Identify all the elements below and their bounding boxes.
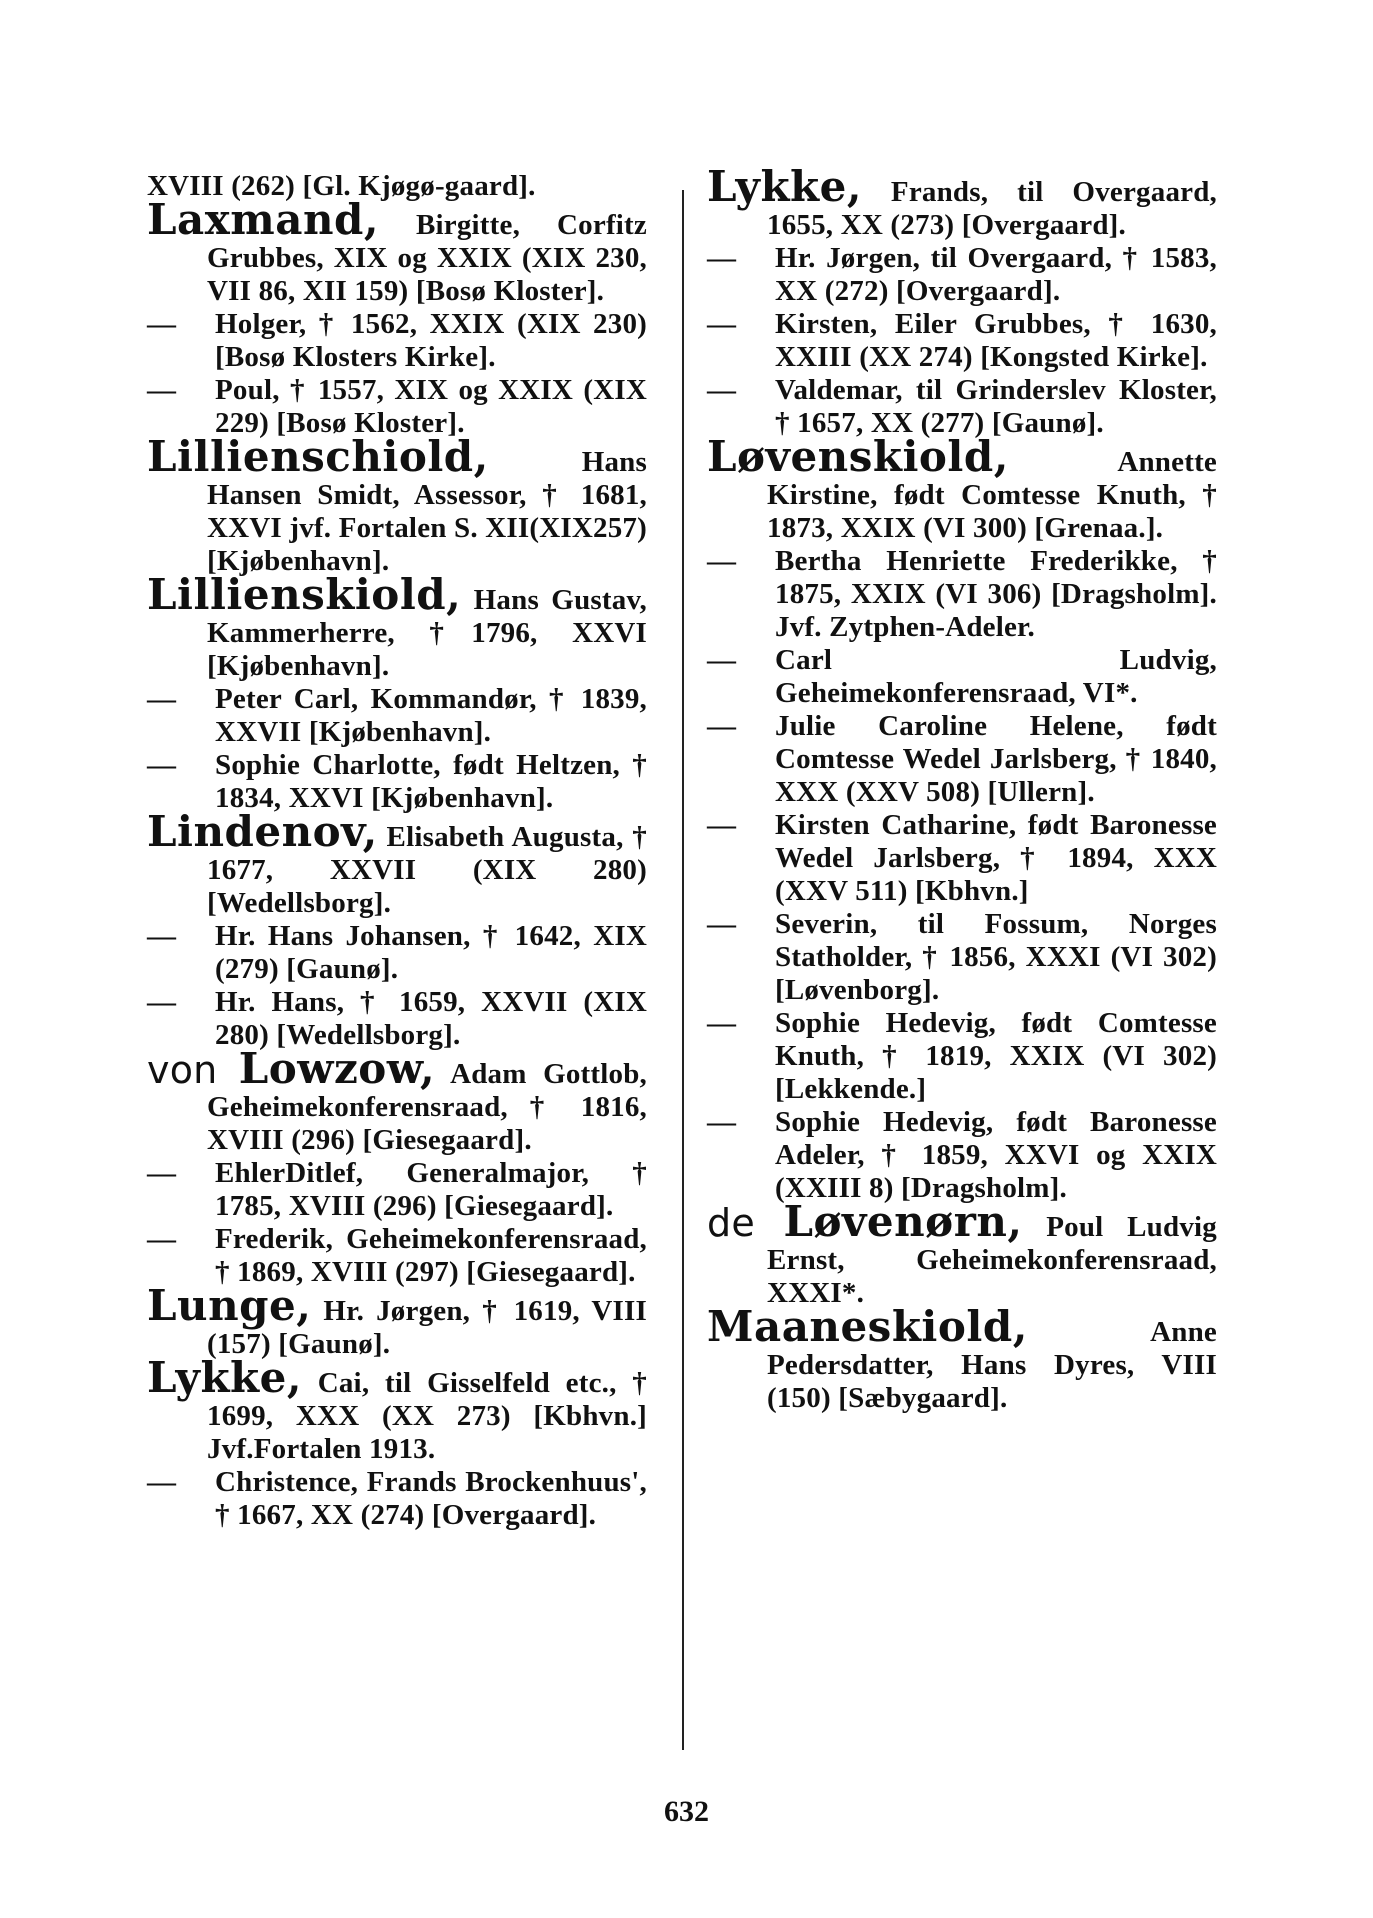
family-headword: Løvenskiold, — [707, 432, 1009, 481]
repeat-dash: — — [707, 545, 737, 577]
entry-text: Hans Gustav, Kammerherre, †1796, XXVI [Kjøbenhavn]. — [207, 584, 647, 682]
entry-text: Sophie Hedevig, født Comtesse Knuth, † 1819, XXIX (VI 302) [Lekkende.] — [775, 1007, 1217, 1105]
index-entry — [147, 1281, 647, 1361]
index-entry — [147, 195, 647, 308]
entry-text: XVIII (262) [Gl. Kjøgø-gaard]. — [147, 170, 536, 202]
column-divider — [682, 190, 684, 1750]
entry-text: Frands, til Overgaard, 1655, XX (273) [Overgaard]. — [767, 176, 1217, 241]
sub-entry — [147, 308, 647, 374]
sub-entry — [707, 908, 1217, 1007]
name-particle: von — [147, 1048, 239, 1092]
entry-text: Carl Ludvig, Geheimekonferensraad, VI*. — [775, 644, 1217, 709]
entry-text: Christence, Frands Brockenhuus', † 1667, XX (274) [Overgaard]. — [215, 1466, 647, 1531]
repeat-dash: — — [707, 374, 737, 406]
entry-text: Julie Caroline Helene, født Comtesse Wedel Jarlsberg, † 1840, XXX (XXV 508) [Ullern]. — [775, 710, 1217, 808]
name-particle: de — [707, 1201, 784, 1245]
index-entry — [707, 162, 1217, 242]
repeat-dash: — — [707, 809, 737, 841]
entry-text: Hr. Jørgen, † 1619, VIII (157) [Gaunø]. — [207, 1295, 647, 1360]
entry-text: Sophie Charlotte, født Heltzen, † 1834, XXVI [Kjøbenhavn]. — [215, 749, 647, 814]
repeat-dash: — — [147, 308, 177, 340]
sub-entry — [147, 1223, 647, 1289]
sub-entry — [147, 1157, 647, 1223]
sub-entry — [707, 644, 1217, 710]
repeat-dash: — — [707, 1106, 737, 1138]
family-headword: Maaneskiold, — [707, 1302, 1028, 1351]
sub-entry — [707, 710, 1217, 809]
sub-entry — [147, 920, 647, 986]
family-headword: Lindenov, — [147, 807, 378, 856]
family-headword: Løvenørn, — [783, 1197, 1023, 1246]
family-headword: Lunge, — [147, 1281, 312, 1330]
entry-text: Hans Hansen Smidt, Assessor, † 1681, XXVI jvf. Fortalen S. XII(XIX257)[Kjøbenhavn]. — [207, 446, 647, 577]
repeat-dash: — — [707, 908, 737, 940]
index-entry — [707, 1302, 1217, 1415]
page-number: 632 — [664, 1795, 709, 1828]
sub-entry — [707, 1007, 1217, 1106]
sub-entry — [147, 683, 647, 749]
index-entry — [707, 432, 1217, 545]
repeat-dash: — — [707, 242, 737, 274]
entry-text: Frederik, Geheimekonferensraad, † 1869, XVIII (297) [Giesegaard]. — [215, 1223, 647, 1288]
repeat-dash: — — [707, 644, 737, 676]
repeat-dash: — — [147, 920, 177, 952]
repeat-dash: — — [707, 308, 737, 340]
right-column — [707, 162, 1217, 1415]
sub-entry — [707, 1106, 1217, 1205]
entry-text: Bertha Henriette Frederikke, † 1875, XXIX (VI 306) [Dragsholm]. Jvf. Zytphen-Adeler. — [775, 545, 1217, 643]
family-headword: Laxmand, — [147, 195, 379, 244]
index-entry — [707, 1197, 1217, 1310]
sub-entry — [707, 545, 1217, 644]
entry-text: Poul Ludvig Ernst, Geheimekonferensraad, XXXI*. — [767, 1211, 1217, 1309]
sub-entry — [147, 374, 647, 440]
entry-text: Holger, † 1562, XXIX (XIX 230) [Bosø Klosters Kirke]. — [215, 308, 647, 373]
entry-text: Annette Kirstine, født Comtesse Knuth, † 1873, XXIX (VI 300) [Grenaa.]. — [767, 446, 1217, 544]
family-headword: Lillienschiold, — [147, 432, 489, 481]
entry-text: Adam Gottlob, Geheimekonferensraad, † 1816, XVIII (296) [Giesegaard]. — [207, 1058, 647, 1156]
sub-entry — [147, 1466, 647, 1532]
entry-text: Anne Pedersdatter, Hans Dyres, VIII (150) [Sæbygaard]. — [767, 1316, 1217, 1414]
entry-text: Sophie Hedevig, født Baronesse Adeler, † 1859, XXVI og XXIX (XXIII 8) [Dragsholm]. — [775, 1106, 1217, 1204]
index-entry — [147, 570, 647, 683]
index-entry — [147, 432, 647, 578]
entry-text: Cai, til Gisselfeld etc., † 1699, XXX (XX 273) [Kbhvn.] Jvf.Fortalen 1913. — [207, 1367, 647, 1465]
sub-entry — [707, 242, 1217, 308]
sub-entry — [707, 374, 1217, 440]
entry-text: Kirsten Catharine, født Baronesse Wedel Jarlsberg, † 1894, XXX (XXV 511) [Kbhvn.] — [775, 809, 1217, 907]
repeat-dash: — — [147, 986, 177, 1018]
sub-entry — [147, 749, 647, 815]
entry-text: Birgitte, Corfitz Grubbes, XIX og XXIX (XIX 230, VII 86, XII 159) [Bosø Kloster]. — [207, 209, 647, 307]
repeat-dash: — — [147, 374, 177, 406]
sub-entry — [707, 308, 1217, 374]
entry-text: Hr. Jørgen, til Overgaard, † 1583, XX (272) [Overgaard]. — [775, 242, 1217, 307]
repeat-dash: — — [147, 683, 177, 715]
family-headword: Lykke, — [707, 162, 862, 211]
entry-text: EhlerDitlef, Generalmajor, † 1785, XVIII (296) [Giesegaard]. — [215, 1157, 647, 1222]
entry-text: Poul, † 1557, XIX og XXIX (XIX 229) [Bosø Kloster]. — [215, 374, 647, 439]
entry-text: Hr. Hans Johansen, † 1642, XIX (279) [Gaunø]. — [215, 920, 647, 985]
repeat-dash: — — [707, 1007, 737, 1039]
left-column — [147, 170, 647, 1532]
entry-text: Peter Carl, Kommandør, † 1839, XXVII [Kjøbenhavn]. — [215, 683, 647, 748]
entry-text: Kirsten, Eiler Grubbes, † 1630, XXIII (XX 274) [Kongsted Kirke]. — [775, 308, 1217, 373]
entry-text: Elisabeth Augusta, † 1677, XXVII (XIX 280) [Wedellsborg]. — [207, 821, 647, 919]
sub-entry — [707, 809, 1217, 908]
entry-text: Severin, til Fossum, Norges Statholder, † 1856, XXXI (VI 302) [Løvenborg]. — [775, 908, 1217, 1006]
sub-entry — [147, 986, 647, 1052]
repeat-dash: — — [707, 710, 737, 742]
repeat-dash: — — [147, 1157, 177, 1189]
repeat-dash: — — [147, 1223, 177, 1255]
family-headword: Lillienskiold, — [147, 570, 462, 619]
family-headword: Lowzow, — [238, 1044, 436, 1093]
index-entry — [147, 1353, 647, 1466]
entry-text: Valdemar, til Grinderslev Kloster, † 1657, XX (277) [Gaunø]. — [775, 374, 1217, 439]
repeat-dash: — — [147, 1466, 177, 1498]
repeat-dash: — — [147, 749, 177, 781]
family-headword: Lykke, — [147, 1353, 302, 1402]
index-entry — [147, 1044, 647, 1157]
index-entry — [147, 807, 647, 920]
entry-text: Hr. Hans, † 1659, XXVII (XIX 280) [Wedellsborg]. — [215, 986, 647, 1051]
